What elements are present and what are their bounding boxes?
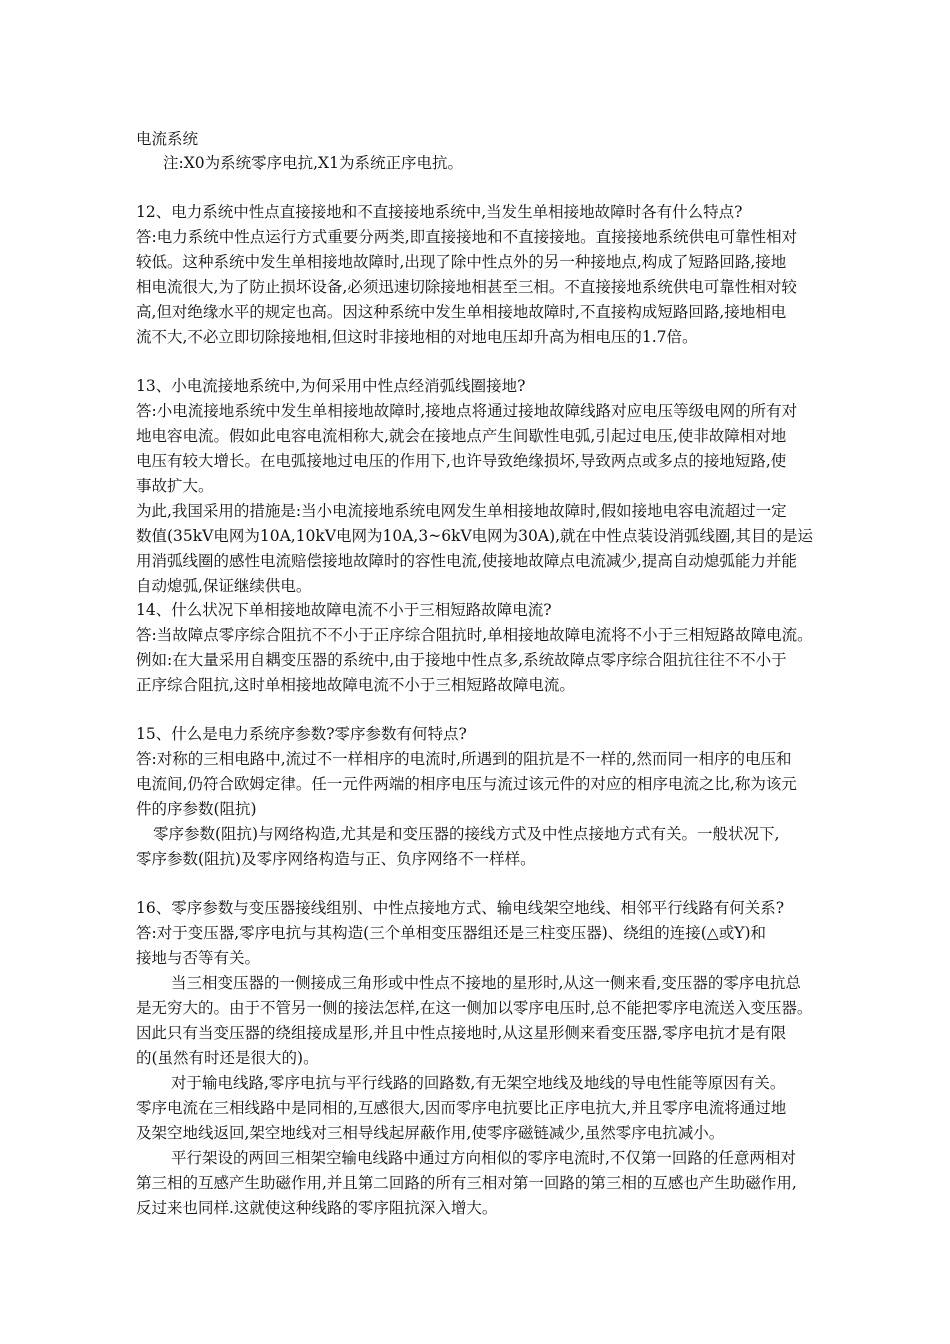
text-line: 流不大,不必立即切除接地相,但这时非接地相的对地电压却升高为相电压的1.7倍。 bbox=[136, 328, 698, 346]
text-line: 事故扩大。 bbox=[136, 477, 214, 495]
text-line: 因此只有当变压器的绕组接成星形,并且中性点接地时,从这星形侧来看变压器,零序电抗才是有限 bbox=[136, 1024, 787, 1042]
text-line: 反过来也同样.这就使这种线路的零序阻抗深入增大。 bbox=[136, 1199, 498, 1217]
text-line: 答:电力系统中性点运行方式重要分两类,即直接接地和不直接接地。直接接地系统供电可靠性相对 bbox=[136, 228, 798, 246]
text-line: 数值(35kV电网为10A,10kV电网为10A,3~6kV电网为30A),就在中性点装设消弧线圈,其目的是运 bbox=[136, 527, 813, 545]
text-line: 对于输电线路,零序电抗与平行线路的回路数,有无架空地线及地线的导电性能等原因有关。 bbox=[171, 1074, 786, 1092]
text-line: 零序参数(阻抗)与网络构造,尤其是和变压器的接线方式及中性点接地方式有关。一般状况下, bbox=[153, 825, 780, 843]
text-line: 电流间,仍符合欧姆定律。任一元件两端的相序电压与流过该元件的对应的相序电流之比,称为该元 bbox=[136, 775, 797, 793]
text-line: 电压有较大增长。在电弧接地过电压的作用下,也许导致绝缘损坏,导致两点或多点的接地短路,使 bbox=[136, 452, 787, 470]
text-line: 为此,我国采用的措施是:当小电流接地系统电网发生单相接地故障时,假如接地电容电流超过一定 bbox=[136, 502, 787, 520]
text-line: 相电流很大,为了防止损坏设备,必须迅速切除接地相甚至三相。不直接接地系统供电可靠性相对较 bbox=[136, 278, 797, 296]
text-line: 答:小电流接地系统中发生单相接地故障时,接地点将通过接地故障线路对应电压等级电网的所有对 bbox=[136, 402, 798, 420]
question-heading: 14、什么状况下单相接地故障电流不小于三相短路故障电流? bbox=[136, 601, 552, 619]
text-line: 的(虽然有时还是很大的)。 bbox=[136, 1049, 319, 1067]
text-line: 零序电流在三相线路中是同相的,互感很大,因而零序电抗要比正序电抗大,并且零序电流将通过地 bbox=[136, 1099, 787, 1117]
question-heading: 16、零序参数与变压器接线组别、中性点接地方式、输电线架空地线、相邻平行线路有何关系? bbox=[136, 899, 785, 917]
text-line: 平行架设的两回三相架空输电线路中通过方向相似的零序电流时,不仅第一回路的任意两相对 bbox=[171, 1149, 796, 1167]
question-heading: 15、什么是电力系统序参数?零序参数有何特点? bbox=[136, 725, 467, 743]
text-line: 地电容电流。假如此电容电流相称大,就会在接地点产生间歇性电弧,引起过电压,使非故障相对地 bbox=[136, 427, 787, 445]
text-line: 正序综合阻抗,这时单相接地故障电流不小于三相短路故障电流。 bbox=[136, 676, 575, 694]
text-line: 高,但对绝缘水平的规定也高。因这种系统中发生单相接地故障时,不直接构成短路回路,接地相电 bbox=[136, 303, 787, 321]
text-line: 用消弧线圈的感性电流赔偿接地故障时的容性电流,使接地故障点电流减少,提高自动熄弧能力并能 bbox=[136, 552, 797, 570]
text-line: 答:当故障点零序综合阻抗不不小于正序综合阻抗时,单相接地故障电流将不小于三相短路故障电流。 bbox=[136, 626, 813, 644]
text-line: 例如:在大量采用自耦变压器的系统中,由于接地中性点多,系统故障点零序综合阻抗往往不不小于 bbox=[136, 651, 787, 669]
text-line: 接地与否等有关。 bbox=[136, 949, 261, 967]
question-heading: 12、电力系统中性点直接接地和不直接接地系统中,当发生单相接地故障时各有什么特点? bbox=[136, 203, 743, 221]
text-line: 电流系统 bbox=[136, 130, 199, 148]
text-line: 答:对于变压器,零序电抗与其构造(三个单相变压器组还是三柱变压器)、绕组的连接(△或Y)和 bbox=[136, 924, 766, 942]
text-line: 零序参数(阻抗)及零序网络构造与正、负序网络不一样样。 bbox=[136, 850, 536, 868]
note-line: 注:X0为系统零序电抗,X1为系统正序电抗。 bbox=[163, 154, 463, 172]
text-line: 当三相变压器的一侧接成三角形或中性点不接地的星形时,从这一侧来看,变压器的零序电抗总 bbox=[171, 974, 801, 992]
text-line: 及架空地线返回,架空地线对三相导线起屏蔽作用,使零序磁链减少,虽然零序电抗减小。 bbox=[136, 1124, 725, 1142]
text-line: 较低。这种系统中发生单相接地故障时,出现了除中性点外的另一种接地点,构成了短路回路,接地 bbox=[136, 253, 787, 271]
text-line: 是无穷大的。由于不管另一侧的接法怎样,在这一侧加以零序电压时,总不能把零序电流送入变压器。 bbox=[136, 999, 813, 1017]
text-line: 答:对称的三相电路中,流过不一样相序的电流时,所遇到的阻抗是不一样的,然而同一相序的电压和 bbox=[136, 750, 792, 768]
question-heading: 13、小电流接地系统中,为何采用中性点经消弧线圈接地? bbox=[136, 377, 526, 395]
text-line: 自动熄弧,保证继续供电。 bbox=[136, 577, 312, 595]
text-line: 第三相的互感产生助磁作用,并且第二回路的所有三相对第一回路的第三相的互感也产生助磁作用, bbox=[136, 1174, 797, 1192]
text-line: 件的序参数(阻抗) bbox=[136, 800, 257, 818]
